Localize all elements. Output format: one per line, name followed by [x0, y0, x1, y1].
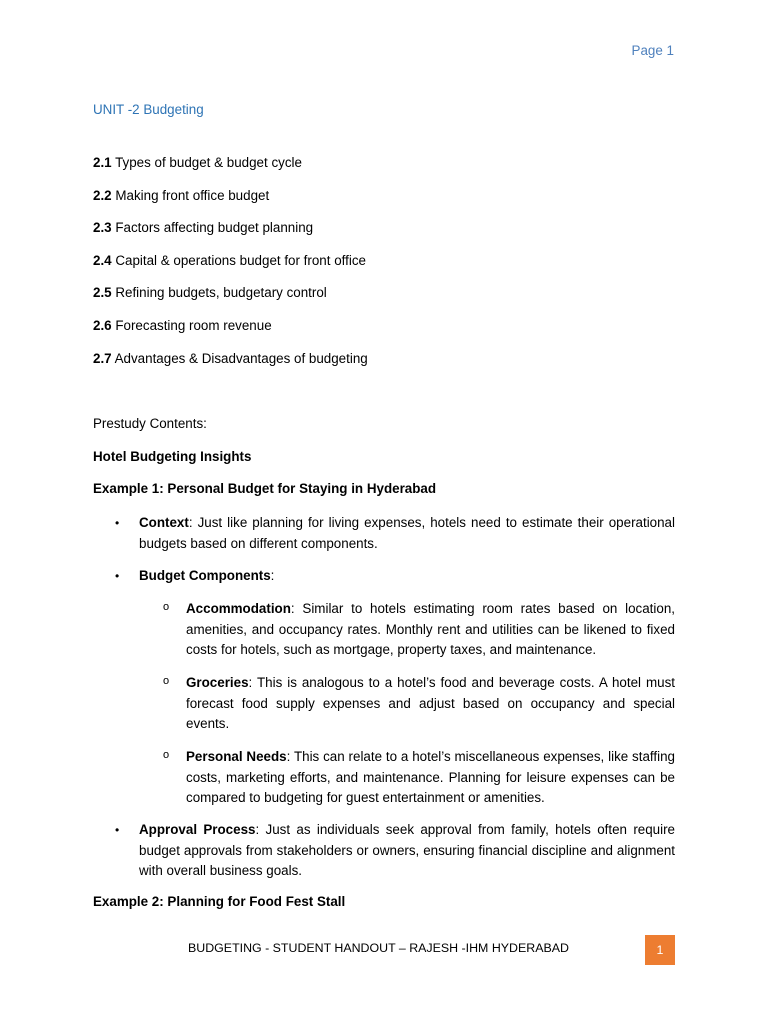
page-number-badge: [645, 935, 675, 965]
components-text: :: [270, 568, 275, 583]
context-paragraph: [139, 513, 675, 554]
groceries-text: : This is analogous to a hotel’s food and beverage costs. A hotel must forecast food supply expenses and adjust based on occupancy and special events.: [186, 675, 675, 731]
toc-item: [93, 318, 272, 333]
personal-needs-text: : This can relate to a hotel’s miscellaneous expenses, like staffing costs, marketing efforts, and maintenance. Planning for leisure expenses can be compared to budgeting for guest entertainment or amenities.: [186, 749, 675, 805]
toc-item: [93, 220, 313, 235]
example1-title: Example 1: Personal Budget for Staying in Hyderabad: [93, 481, 437, 496]
sub-bullet-icon: o: [163, 675, 170, 687]
sub-bullet-icon: o: [163, 749, 170, 761]
page-number: 1: [656, 943, 664, 957]
accommodation-text: : Similar to hotels estimating room rates based on location, amenities, and occupancy rates. Monthly rent and utilities can be likened to fixed costs for hotels, such as mortgage, property taxes, and maintenance.: [186, 601, 675, 657]
toc-item: [93, 155, 302, 170]
page-label: Page 1: [631, 43, 674, 58]
section-title: Hotel Budgeting Insights: [93, 449, 252, 464]
toc-text: Forecasting room revenue: [111, 318, 272, 333]
example2-title: Example 2: Planning for Food Fest Stall: [93, 894, 346, 909]
context-term: Context: [139, 515, 189, 530]
toc-item: [93, 253, 366, 268]
context-text: : Just like planning for living expenses, hotels need to estimate their operational budgets based on different components.: [139, 515, 675, 551]
components-paragraph: [139, 566, 675, 587]
toc-text: Advantages & Disadvantages of budgeting: [111, 351, 368, 366]
toc-item: [93, 188, 269, 203]
personal-needs-term: Personal Needs: [186, 749, 287, 764]
toc-number: 2.1: [93, 155, 112, 170]
bullet-icon: •: [115, 569, 120, 583]
toc-text: Factors affecting budget planning: [111, 220, 314, 235]
footer-text: BUDGETING - STUDENT HANDOUT – RAJESH -IHM HYDERABAD: [188, 941, 569, 955]
accommodation-paragraph: [186, 599, 675, 661]
personal-needs-paragraph: [186, 747, 675, 809]
bullet-icon: •: [115, 823, 120, 837]
approval-paragraph: [139, 820, 675, 882]
toc-text: Making front office budget: [111, 188, 270, 203]
toc-item: [93, 285, 327, 300]
toc-number: 2.4: [93, 253, 112, 268]
groceries-paragraph: [186, 673, 675, 735]
groceries-term: Groceries: [186, 675, 249, 690]
accommodation-term: Accommodation: [186, 601, 291, 616]
toc-number: 2.6: [93, 318, 112, 333]
toc-number: 2.3: [93, 220, 112, 235]
components-term: Budget Components: [139, 568, 271, 583]
bullet-icon: •: [115, 516, 120, 530]
toc-number: 2.7: [93, 351, 112, 366]
sub-bullet-icon: o: [163, 601, 170, 613]
approval-text: : Just as individuals seek approval from family, hotels often require budget approvals from stakeholders or owners, ensuring financial discipline and alignment with overall business goals.: [139, 822, 675, 878]
toc-item: [93, 351, 368, 366]
unit-title: UNIT -2 Budgeting: [93, 102, 204, 117]
toc-number: 2.5: [93, 285, 112, 300]
toc-text: Types of budget & budget cycle: [111, 155, 302, 170]
toc-number: 2.2: [93, 188, 112, 203]
approval-term: Approval Process: [139, 822, 256, 837]
prestudy-label: Prestudy Contents:: [93, 416, 207, 431]
toc-text: Refining budgets, budgetary control: [111, 285, 327, 300]
toc-text: Capital & operations budget for front office: [111, 253, 366, 268]
